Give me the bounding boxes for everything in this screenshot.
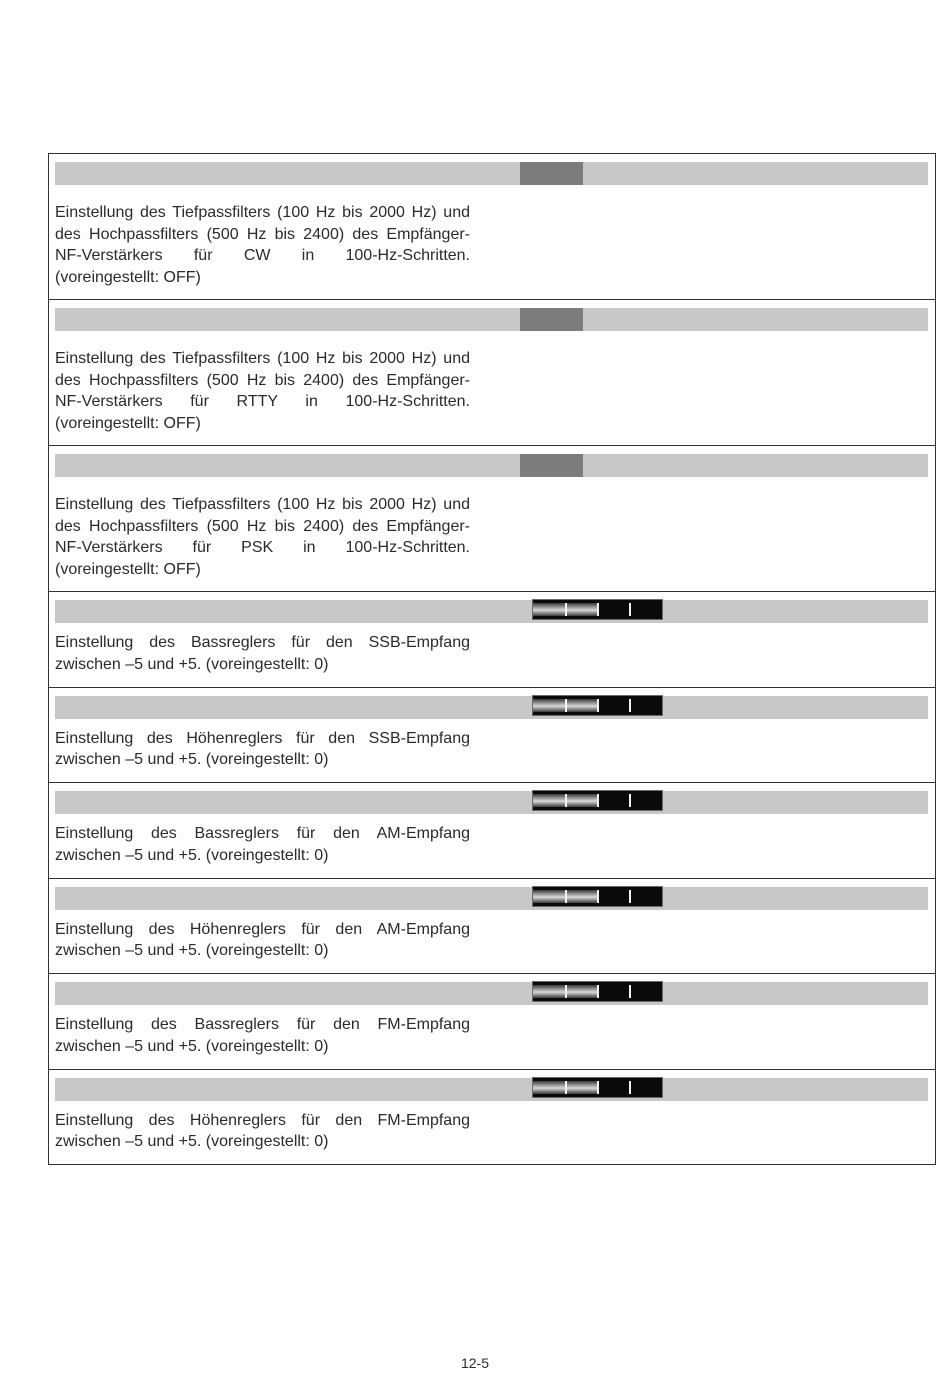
- meter-tick: [597, 794, 599, 807]
- meter-tick: [597, 603, 599, 616]
- setting-description: Einstellung des Höhenreglers für den FM-Empfang zwischen –5 und +5. (voreingestellt: 0): [55, 1111, 470, 1150]
- meter-tick: [565, 890, 567, 903]
- filter-value-chip: [520, 162, 583, 185]
- meter-tick: [565, 603, 567, 616]
- meter-tick: [565, 699, 567, 712]
- setting-description: Einstellung des Bassreglers für den FM-Empfang zwischen –5 und +5. (voreingestellt: 0): [55, 1016, 470, 1055]
- header-bar: [55, 791, 928, 814]
- header-bar: [55, 308, 928, 331]
- meter-tick: [597, 985, 599, 998]
- setting-description: Einstellung des Höhenreglers für den SSB-Empfang zwischen –5 und +5. (voreingestellt: 0): [55, 729, 470, 768]
- setting-row-rtty-filter: [49, 300, 935, 446]
- header-bar: [55, 696, 928, 719]
- header-bar: [55, 982, 928, 1005]
- meter-tick: [629, 699, 631, 712]
- page-number: 12-5: [460, 1355, 490, 1371]
- meter-tick: [565, 985, 567, 998]
- filter-value-chip: [520, 308, 583, 331]
- meter-tick: [629, 985, 631, 998]
- setting-row-fm-treble: [49, 1070, 935, 1166]
- setting-description: Einstellung des Tiefpassfilters (100 Hz bis 2000 Hz) und des Hochpassfilters (500 Hz bis 2400) des Empfänger-NF-Verstärkers für RTTY in 100-Hz-Schritten. (voreingestellt: OFF): [55, 350, 470, 432]
- header-bar: [55, 162, 928, 185]
- meter-tick: [629, 890, 631, 903]
- setting-description: Einstellung des Tiefpassfilters (100 Hz bis 2000 Hz) und des Hochpassfilters (500 Hz bis 2400) des Empfänger-NF-Verstärkers für PSK in 100-Hz-Schritten. (voreingestellt: OFF): [55, 496, 470, 578]
- level-meter: [532, 790, 663, 811]
- level-meter: [532, 1077, 663, 1098]
- meter-tick: [565, 1081, 567, 1094]
- filter-value-chip: [520, 454, 583, 477]
- meter-tick: [565, 794, 567, 807]
- setting-row-psk-filter: [49, 446, 935, 592]
- setting-row-am-treble: [49, 879, 935, 975]
- level-meter: [532, 886, 663, 907]
- level-meter: [532, 599, 663, 620]
- meter-tick: [597, 699, 599, 712]
- setting-description: Einstellung des Tiefpassfilters (100 Hz bis 2000 Hz) und des Hochpassfilters (500 Hz bis 2400) des Empfänger-NF-Verstärkers für CW in 100-Hz-Schritten. (voreingestellt: OFF): [55, 204, 470, 286]
- setting-description: Einstellung des Höhenreglers für den AM-Empfang zwischen –5 und +5. (voreingestellt: 0): [55, 920, 470, 959]
- meter-tick: [597, 1081, 599, 1094]
- settings-table: [48, 153, 936, 1165]
- setting-row-ssb-treble: [49, 688, 935, 784]
- header-bar: [55, 887, 928, 910]
- setting-row-ssb-bass: [49, 592, 935, 688]
- setting-row-fm-bass: [49, 974, 935, 1070]
- meter-tick: [629, 1081, 631, 1094]
- header-bar: [55, 600, 928, 623]
- level-meter: [532, 981, 663, 1002]
- setting-row-cw-filter: [49, 154, 935, 300]
- header-bar: [55, 1078, 928, 1101]
- meter-tick: [629, 603, 631, 616]
- level-meter: [532, 695, 663, 716]
- header-bar: [55, 454, 928, 477]
- setting-description: Einstellung des Bassreglers für den AM-Empfang zwischen –5 und +5. (voreingestellt: 0): [55, 825, 470, 864]
- meter-tick: [629, 794, 631, 807]
- meter-tick: [597, 890, 599, 903]
- setting-row-am-bass: [49, 783, 935, 879]
- setting-description: Einstellung des Bassreglers für den SSB-Empfang zwischen –5 und +5. (voreingestellt: 0): [55, 634, 470, 673]
